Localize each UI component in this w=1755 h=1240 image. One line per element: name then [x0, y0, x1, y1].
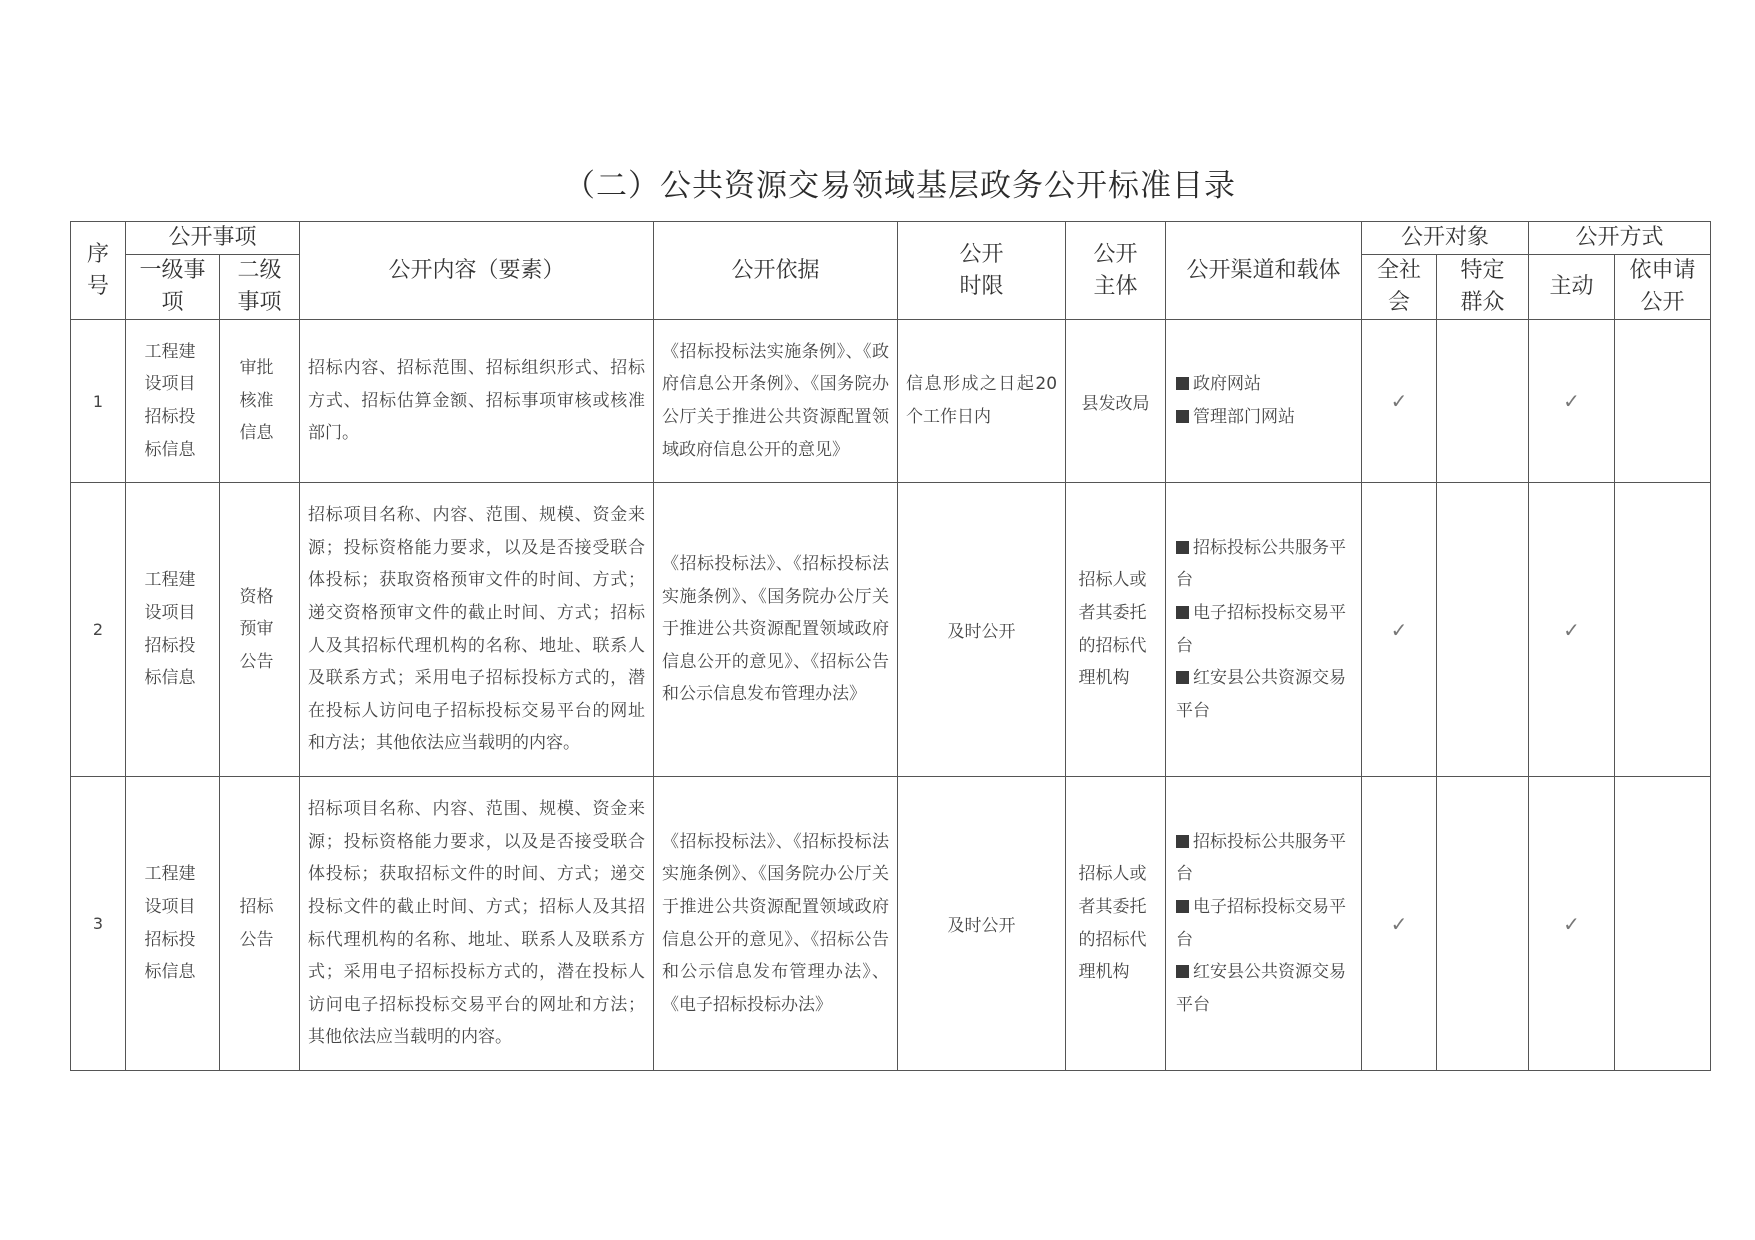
- header-target-group: 公开对象: [1362, 222, 1529, 255]
- channel-item: 管理部门网站: [1166, 401, 1361, 434]
- row-level1: 工程建设项目招标投标信息: [126, 777, 220, 1071]
- row-channels: [1166, 483, 1362, 777]
- header-seq: 序号: [71, 222, 126, 320]
- empty-cell: [1615, 320, 1711, 483]
- header-target-specific: 特定群众: [1437, 255, 1529, 320]
- check-icon: ✓: [1362, 320, 1437, 483]
- row-content: 招标项目名称、内容、范围、规模、资金来源；投标资格能力要求，以及是否接受联合体投标；获取资格预审文件的时间、方式；递交资格预审文件的截止时间、方式；招标人及其招标代理机构的名称、地址、联系人及联系方式；采用电子招标投标方式的，潜在投标人访问电子招标投标交易平台的网址和方法；其他依法应当载明的内容。: [300, 483, 654, 777]
- empty-cell: [1437, 777, 1529, 1071]
- table-row: [71, 483, 1711, 777]
- row-basis: 《招标投标法》、《招标投标法实施条例》、《国务院办公厅关于推进公共资源配置领域政府信息公开的意见》、《招标公告和公示信息发布管理办法》、《电子招标投标办法》: [654, 777, 898, 1071]
- check-icon: ✓: [1362, 777, 1437, 1071]
- square-bullet-icon: [1176, 606, 1189, 619]
- header-row-1: [71, 222, 1711, 255]
- square-bullet-icon: [1176, 541, 1189, 554]
- square-bullet-icon: [1176, 835, 1189, 848]
- row-level2: 招标公告: [220, 777, 300, 1071]
- header-content: 公开内容（要素）: [300, 222, 654, 320]
- catalog-table: [70, 221, 1711, 1071]
- channel-item: 电子招标投标交易平台: [1176, 602, 1347, 656]
- header-channel: 公开渠道和载体: [1166, 222, 1362, 320]
- row-basis: 《招标投标法实施条例》、《政府信息公开条例》、《国务院办公厅关于推进公共资源配置领域政府信息公开的意见》: [654, 320, 898, 483]
- check-icon: ✓: [1529, 777, 1615, 1071]
- empty-cell: [1615, 483, 1711, 777]
- header-basis: 公开依据: [654, 222, 898, 320]
- square-bullet-icon: [1176, 410, 1189, 423]
- empty-cell: [1437, 320, 1529, 483]
- row-time-limit: 及时公开: [898, 483, 1066, 777]
- row-subject: 县发改局: [1066, 320, 1166, 483]
- channel-item: 招标投标公共服务平台: [1176, 537, 1347, 591]
- table-row: [71, 320, 1711, 483]
- row-channels: [1166, 777, 1362, 1071]
- header-target-all: 全社会: [1362, 255, 1437, 320]
- row-content: 招标项目名称、内容、范围、规模、资金来源；投标资格能力要求，以及是否接受联合体投标；获取招标文件的时间、方式；递交投标文件的截止时间、方式；招标人及其招标代理机构的名称、地址、联系人及联系方式；采用电子招标投标方式的，潜在投标人访问电子招标投标交易平台的网址和方法；其他依法应当载明的内容。: [300, 777, 654, 1071]
- empty-cell: [1437, 483, 1529, 777]
- check-icon: ✓: [1529, 320, 1615, 483]
- header-matter-group: 公开事项: [126, 222, 300, 255]
- channel-item: 政府网站: [1166, 368, 1361, 401]
- row-basis: 《招标投标法》、《招标投标法实施条例》、《国务院办公厅关于推进公共资源配置领域政府信息公开的意见》、《招标公告和公示信息发布管理办法》: [654, 483, 898, 777]
- header-level1: 一级事项: [126, 255, 220, 320]
- row-subject: 招标人或者其委托的招标代理机构: [1066, 777, 1166, 1071]
- header-method-request: 依申请公开: [1615, 255, 1711, 320]
- row-seq: 3: [71, 777, 126, 1071]
- row-level1: 工程建设项目招标投标信息: [126, 483, 220, 777]
- header-method-group: 公开方式: [1529, 222, 1711, 255]
- header-method-active: 主动: [1529, 255, 1615, 320]
- row-level1: 工程建设项目招标投标信息: [126, 320, 220, 483]
- row-time-limit: 及时公开: [898, 777, 1066, 1071]
- page-title: （二）公共资源交易领域基层政务公开标准目录: [564, 168, 1236, 204]
- square-bullet-icon: [1176, 377, 1189, 390]
- row-channels: [1166, 320, 1362, 483]
- table-row: [71, 777, 1711, 1071]
- row-time-limit: 信息形成之日起20个工作日内: [898, 320, 1066, 483]
- empty-cell: [1615, 777, 1711, 1071]
- header-subject: 公开主体: [1066, 222, 1166, 320]
- channel-item: 红安县公共资源交易平台: [1176, 962, 1347, 1015]
- square-bullet-icon: [1176, 965, 1189, 978]
- channel-item: 电子招标投标交易平台: [1176, 896, 1347, 950]
- row-level2: 审批核准信息: [220, 320, 300, 483]
- check-icon: ✓: [1529, 483, 1615, 777]
- channel-item: 红安县公共资源交易平台: [1176, 668, 1347, 721]
- header-time-limit: 公开时限: [898, 222, 1066, 320]
- row-seq: 2: [71, 483, 126, 777]
- check-icon: ✓: [1362, 483, 1437, 777]
- square-bullet-icon: [1176, 671, 1189, 684]
- row-level2: 资格预审公告: [220, 483, 300, 777]
- row-seq: 1: [71, 320, 126, 483]
- channel-item: 招标投标公共服务平台: [1176, 831, 1347, 885]
- row-content: 招标内容、招标范围、招标组织形式、招标方式、招标估算金额、招标事项审核或核准部门。: [300, 320, 654, 483]
- row-subject: 招标人或者其委托的招标代理机构: [1066, 483, 1166, 777]
- header-level2: 二级事项: [220, 255, 300, 320]
- square-bullet-icon: [1176, 900, 1189, 913]
